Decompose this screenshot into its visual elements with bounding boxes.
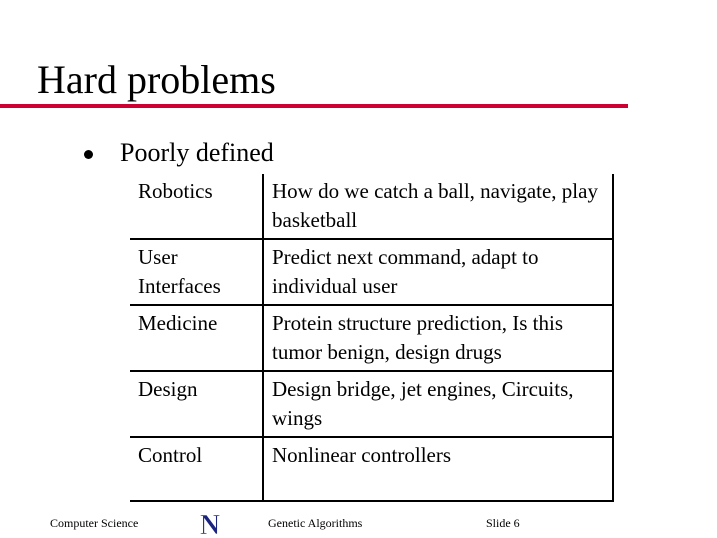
bullet-text: Poorly defined xyxy=(120,138,274,167)
table-row xyxy=(130,305,613,371)
area-label: Robotics xyxy=(138,179,213,203)
area-label: Control xyxy=(138,443,203,467)
table-row xyxy=(130,437,613,501)
area-label: Medicine xyxy=(138,311,218,335)
example-cell xyxy=(263,437,613,501)
table-row xyxy=(130,174,613,239)
area-cell xyxy=(130,239,263,305)
table-row xyxy=(130,371,613,437)
title-underline xyxy=(0,104,628,108)
area-cell xyxy=(130,437,263,501)
logo-letter: N xyxy=(199,510,221,538)
example-cell xyxy=(263,239,613,305)
problems-table xyxy=(130,174,614,502)
example-cell xyxy=(263,174,613,239)
footer-department: Computer Science xyxy=(50,516,139,530)
example-text: Protein structure prediction, Is this tumor benign, design drugs xyxy=(272,311,564,364)
slide-title: Hard problems xyxy=(37,57,276,102)
example-text: Predict next command, adapt to individual user xyxy=(272,245,539,298)
footer-course: Genetic Algorithms xyxy=(268,516,363,530)
example-text: Nonlinear controllers xyxy=(272,443,452,467)
footer-slide-number: Slide 6 xyxy=(486,516,520,530)
example-cell xyxy=(263,305,613,371)
example-text: Design bridge, jet engines, Circuits, wings xyxy=(272,377,574,430)
table-row xyxy=(130,239,613,305)
area-cell xyxy=(130,174,263,239)
area-label: User Interfaces xyxy=(138,245,221,298)
university-logo-icon xyxy=(192,510,228,538)
area-label: Design xyxy=(138,377,198,401)
example-text: How do we catch a ball, navigate, play basketball xyxy=(272,179,598,232)
area-cell xyxy=(130,305,263,371)
example-cell xyxy=(263,371,613,437)
area-cell xyxy=(130,371,263,437)
bullet-dot-icon xyxy=(84,150,93,159)
